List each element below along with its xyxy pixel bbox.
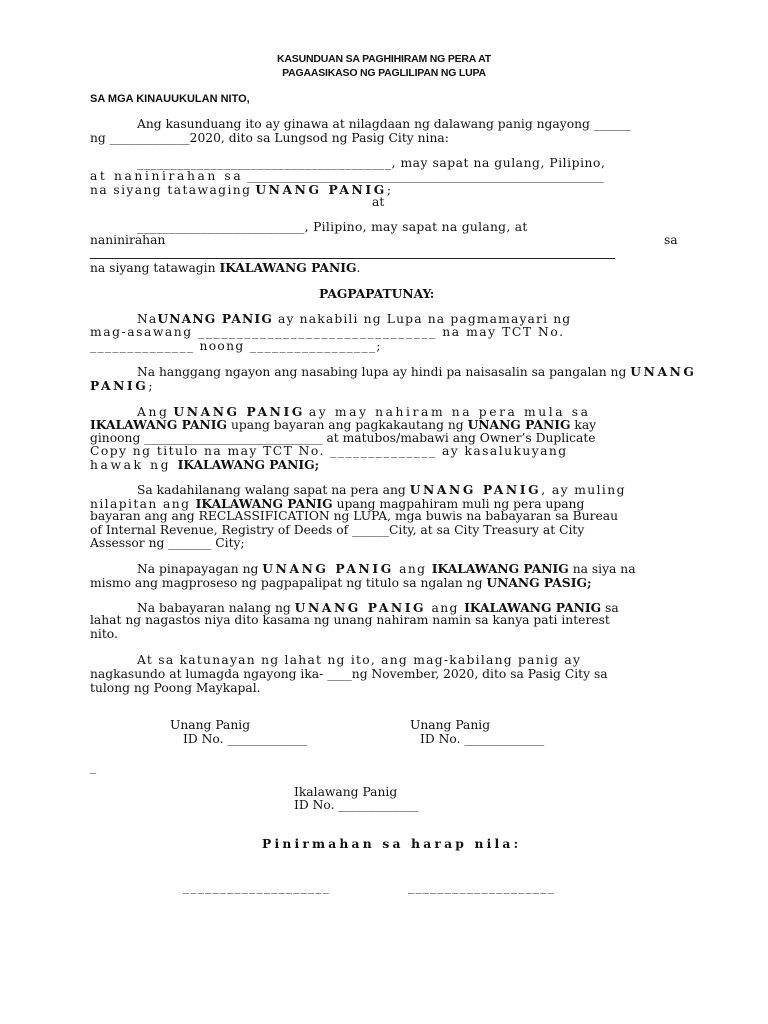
para5-unang-panig: UNANG PANIG xyxy=(262,561,394,576)
para6-ikalawang-panig: IKALAWANG PANIG xyxy=(464,600,602,615)
para5-ikalawang-panig: IKALAWANG PANIG xyxy=(431,561,569,576)
para4-line-4: of Internal Revenue, Registry of Deeds of ______City, at sa City Treasury at City xyxy=(90,523,585,537)
para3-unang-panig-2: UNANG PANIG xyxy=(467,417,571,432)
para1-text-c: ay nakabili ng Lupa na pagmamayari ng xyxy=(272,312,572,326)
para2-unang: UNANG xyxy=(630,364,697,379)
para4-line-3: bayaran ang ang RECLASSIFICATION ng LUPA, mga buwis na babayaran sa Bureau xyxy=(90,509,619,523)
signature-1-id: ID No. _____________ xyxy=(183,732,308,746)
party1-designation-line xyxy=(90,182,391,198)
para1-text-a: Na xyxy=(137,312,158,326)
party1-address-blank: __________________________________________________________ xyxy=(247,169,604,183)
para4-nilapitan: nilapitan ang xyxy=(90,497,196,511)
party1-designation-punct: ; xyxy=(386,183,391,197)
party1-designation-text: na siyang tatawaging xyxy=(90,183,252,197)
para2-text-a: Na hanggang ngayon ang nasabing lupa ay hindi pa naisasalin sa pangalan ng xyxy=(137,365,627,379)
intro-line-1: Ang kasunduang ito ay ginawa at nilagdaan ng dalawang panig ngayong ______ xyxy=(137,117,631,131)
para3-unang-panig: UNANG PANIG xyxy=(173,404,305,419)
para4-ikalawang-panig: IKALAWANG PANIG xyxy=(195,496,333,511)
signature-2-label: Unang Panig xyxy=(410,718,491,732)
signature-2-id: ID No. _____________ xyxy=(420,732,545,746)
para5-unang-pasig: UNANG PASIG; xyxy=(486,575,592,590)
para1-line-2: mag-asawang _______________________________ na may TCT No. xyxy=(90,325,565,339)
party2-designation-name: IKALAWANG PANIG xyxy=(219,260,357,275)
stray-dash-mark: _ xyxy=(90,760,97,774)
party2-address-label: naninirahan xyxy=(90,233,166,247)
para6-line-2: lahat ng nagastos niya dito kasama ng unang nahiram namin sa kanya pati interest xyxy=(90,613,610,627)
para7-line-2: nagkasundo at lumagda ngayong ika- ____ng November, 2020, dito sa Pasig City sa xyxy=(90,667,608,681)
para5-text-b: mismo ang magproseso ng pagpapalipat ng titulo sa ngalan ng xyxy=(90,576,487,590)
para3-text-c: ay may nahiram na pera mula sa xyxy=(308,405,591,419)
para3-kay: kay xyxy=(570,418,597,432)
intro-line-2: ng _____________2020, dito sa Lungsod ng Pasig City nina: xyxy=(90,131,449,145)
witness-2-line: ____________________ xyxy=(408,880,555,894)
para3-ang: Ang xyxy=(137,405,170,419)
para3-hawak: hawak ng xyxy=(90,458,178,472)
para2-punct: ; xyxy=(148,379,153,393)
para6-line-3: nito. xyxy=(90,627,118,641)
salutation: SA MGA KINAUUKULAN NITO, xyxy=(90,93,250,105)
party2-designation-punct: . xyxy=(356,261,361,275)
para3-line-3: ginoong _____________________________ at matubos/mabawi ang Owner’s Duplicate xyxy=(90,431,596,445)
para3-ikalawang-panig: IKALAWANG PANIG xyxy=(90,417,228,432)
para3-text-b: upang bayaran ang pagkakautang ng xyxy=(227,418,468,432)
para4-unang-panig: UNANG PANIG xyxy=(409,482,542,497)
para6-unang-panig: UNANG PANIG xyxy=(294,600,427,615)
party1-address-label: at naninirahan sa xyxy=(90,169,244,183)
witness-title: Pinirmahan sa harap nila: xyxy=(262,836,522,851)
para5-text-e: na siya na xyxy=(568,562,636,576)
at-label: at xyxy=(372,195,385,209)
para2-line-2 xyxy=(90,378,153,394)
para4-text-c: , ay muling xyxy=(541,483,626,497)
para2-line-1 xyxy=(137,364,697,380)
para4-line-5: Assessor ng _______ City; xyxy=(90,536,245,550)
party2-designation-text: na siyang tatawagin xyxy=(90,261,216,275)
document-title-line-1: KASUNDUAN SA PAGHIHIRAM NG PERA AT xyxy=(277,53,491,65)
para5-line-2 xyxy=(90,575,591,591)
party2-name-line: __________________________, Pilipino, may sapat na gulang, at xyxy=(137,220,528,234)
signature-3-id: ID No. _____________ xyxy=(294,798,419,812)
document-title-line-2: PAGAASIKASO NG PAGLILIPAN NG LUPA xyxy=(282,67,486,79)
signature-1-label: Unang Panig xyxy=(170,718,251,732)
para3-line-5 xyxy=(90,457,319,473)
para5-ang: ang xyxy=(393,562,432,576)
party1-name-line: ______________________________________, may sapat na gulang, Pilipino, xyxy=(137,156,606,170)
party1-designation-name: UNANG PANIG xyxy=(255,182,387,197)
para4-text-c2: upang magpahiram muli ng pera upang xyxy=(332,497,585,511)
para6-ang: ang xyxy=(426,601,465,615)
para7-line-3: tulong ng Poong Maykapal. xyxy=(90,681,261,695)
para1-line-3: ______________ noong _________________; xyxy=(90,339,382,353)
section-title: PAGPAPATUNAY: xyxy=(319,286,435,301)
party2-address-blank-line xyxy=(90,258,615,259)
para2-panig: PANIG xyxy=(90,378,149,393)
witness-1-line: ____________________ xyxy=(183,880,330,894)
para7-line-1: At sa katunayan ng lahat ng ito, ang mag-kabilang panig ay xyxy=(137,653,582,667)
party2-designation-line xyxy=(90,260,360,276)
para6-sa: sa xyxy=(601,601,619,615)
para5-text-a: Na pinapayagan ng xyxy=(137,562,263,576)
para3-line-4: Copy ng titulo na may TCT No. ______________ ay kasalukuyang xyxy=(90,444,568,458)
party2-address-sa: sa xyxy=(664,233,678,247)
para4-text-a: Sa kadahilanang walang sapat na pera ang xyxy=(137,483,410,497)
para1-unang-panig: UNANG PANIG xyxy=(157,311,273,326)
para6-text-a: Na babayaran nalang ng xyxy=(137,601,295,615)
signature-3-label: Ikalawang Panig xyxy=(294,785,398,799)
para3-ikalawang-panig-2: IKALAWANG PANIG; xyxy=(177,457,320,472)
